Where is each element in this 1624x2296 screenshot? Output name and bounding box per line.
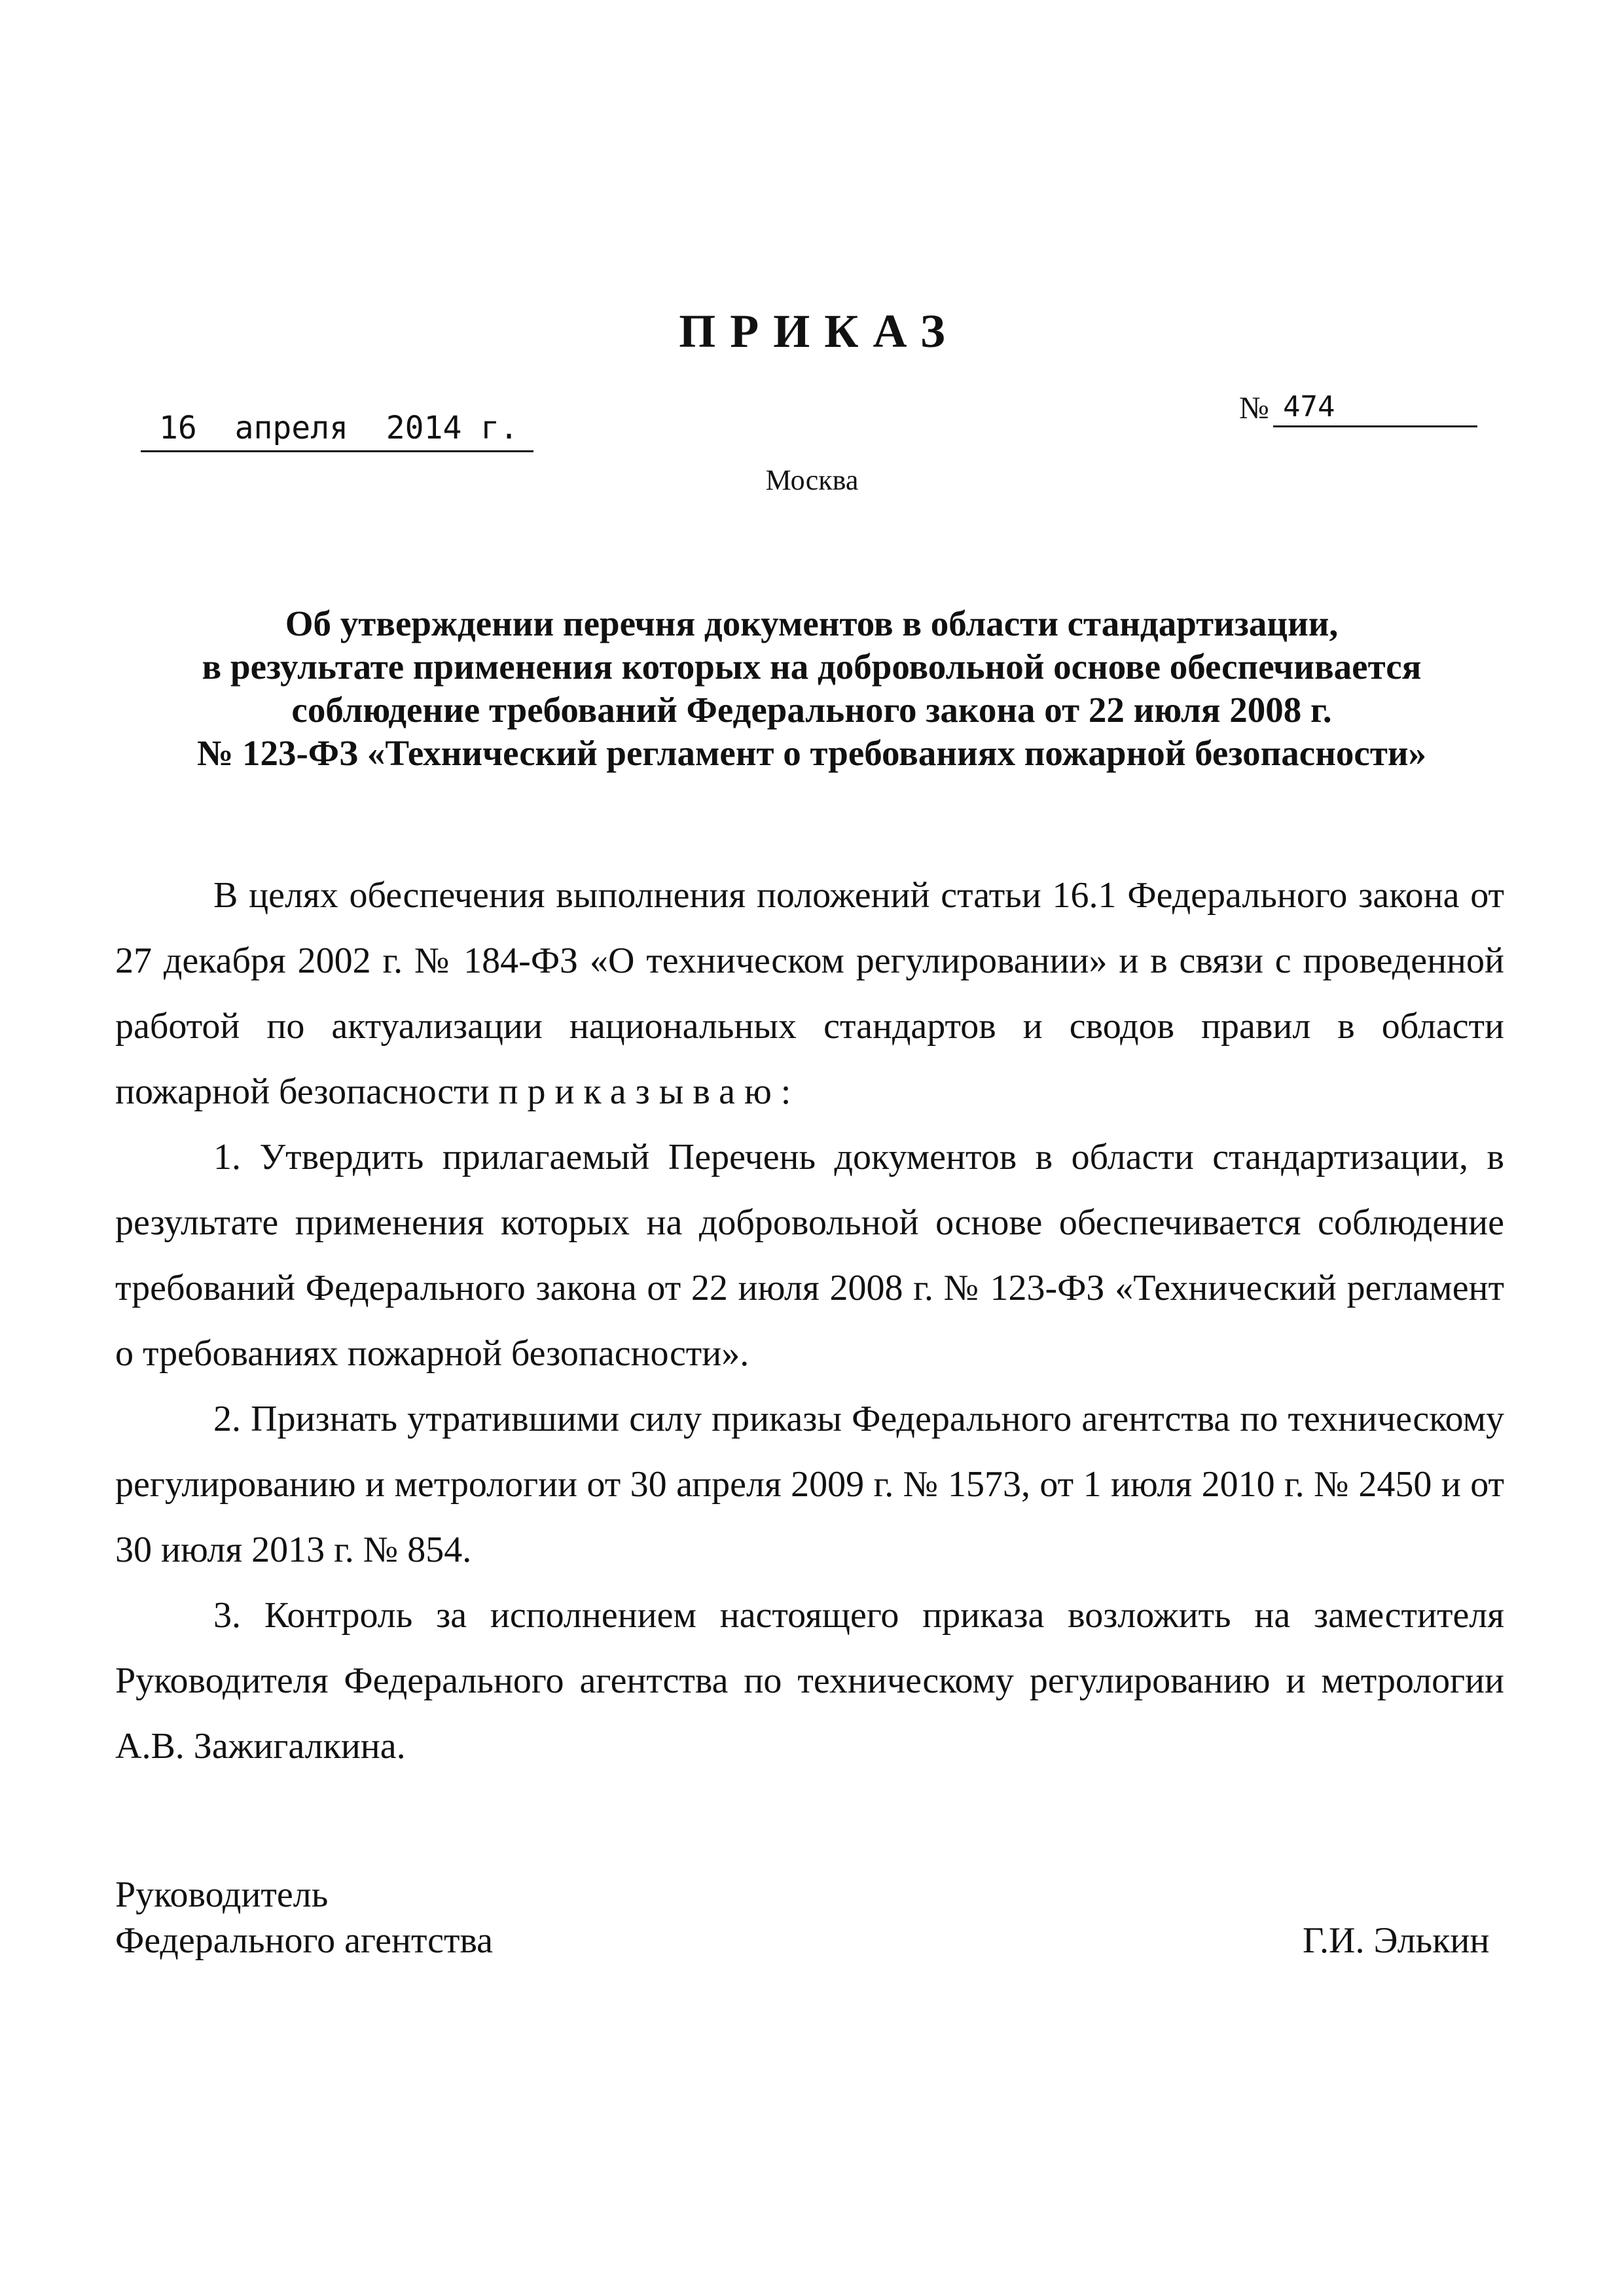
order-item: 2. Признать утратившими силу приказы Федерального агентства по техническому регулированию и метрологии от 30 апреля 2009 г. № 1573, от 1 июля 2010 г. № 2450 и от 30 июля 2013 г. № 854.: [115, 1399, 1504, 1570]
subject-line: Об утверждении перечня документов в области стандартизации,: [285, 603, 1339, 643]
city-name: Москва: [765, 464, 859, 496]
order-item: 1. Утвердить прилагаемый Перечень документов в области стандартизации, в результате применения которых на добровольной основе обеспечивается соблюдение требований Федерального закона от 22 июля 2008 г. № 123-ФЗ «Технический регламент о требованиях пожарной безопасности».: [115, 1137, 1504, 1374]
number-sign: №: [1239, 391, 1269, 425]
order-number: 474: [1283, 390, 1335, 423]
signatory-name: Г.И. Элькин: [1303, 1920, 1490, 1961]
preamble-paragraph: [115, 863, 1504, 1124]
order-date-field: [141, 398, 533, 452]
document-subject: [131, 602, 1492, 775]
document-body: [115, 863, 1504, 1779]
subject-line: соблюдение требований Федерального закона от 22 июля 2008 г.: [291, 690, 1332, 730]
signatory-position: [115, 1872, 493, 1964]
position-line: Руководитель: [115, 1874, 329, 1915]
preamble-text: В целях обеспечения выполнения положений статьи 16.1 Федерального закона от 27 декабря 2002 г. № 184-ФЗ «О техническом регулировании» и в связи с проведенной работой по актуализации национальных стандартов и сводов правил в области пожарной безопасности: [115, 875, 1504, 1112]
order-date: 16 апреля 2014 г.: [159, 410, 519, 446]
subject-line: в результате применения которых на добровольной основе обеспечивается: [202, 647, 1422, 687]
position-line: Федерального агентства: [115, 1920, 494, 1961]
subject-line: № 123-ФЗ «Технический регламент о требованиях пожарной безопасности»: [196, 733, 1427, 773]
order-number-field: [1273, 390, 1477, 427]
order-item: 3. Контроль за исполнением настоящего приказа возложить на заместителя Руководителя Федерального агентства по техническому регулированию и метрологии А.В. Зажигалкина.: [115, 1595, 1504, 1767]
document-title: ПРИКАЗ: [679, 305, 960, 357]
order-word: приказываю:: [498, 1071, 801, 1112]
